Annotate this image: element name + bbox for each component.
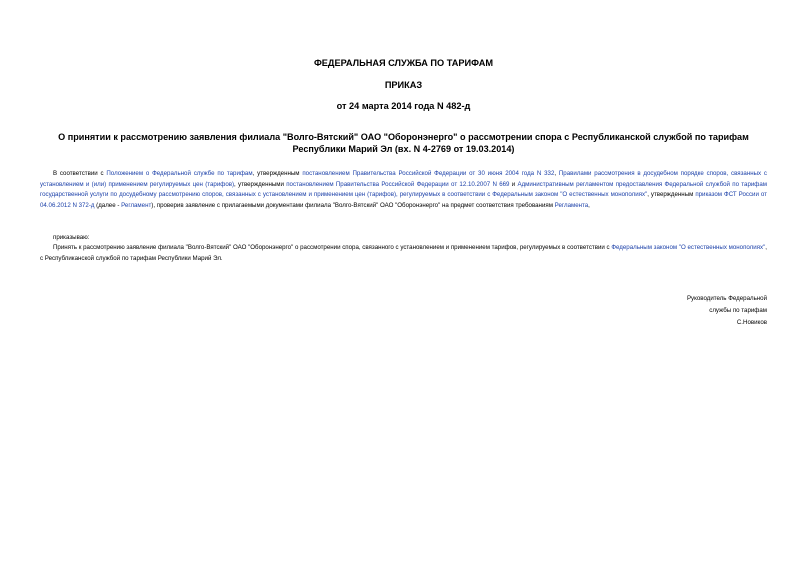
paragraph-text: ), проверив заявление с прилагаемыми документами филиала "Волго-Вятский" ОАО "Оборонэнерго" на предмет соответствия требованиям: [151, 201, 555, 209]
signature-agency: службы по тарифам: [709, 307, 767, 314]
agency-name: ФЕДЕРАЛЬНАЯ СЛУЖБА ПО ТАРИФАМ: [313, 58, 494, 68]
decree-paragraph: [40, 243, 767, 264]
paragraph-text: Принять к рассмотрению заявление филиала "Волго-Вятский" ОАО "Оборонэнерго" о рассмотрении спора, связанного с установлением и применением тарифов, регулируемых в соответствии с: [53, 244, 612, 251]
paragraph-text: , утвержденным: [252, 170, 303, 177]
document-link[interactable]: Положением о Федеральной службе по тарифам: [106, 170, 253, 177]
decree-word: приказываю:: [53, 234, 90, 241]
document-link[interactable]: Регламента: [554, 201, 589, 209]
order-date: от 24 марта 2014 года N 482-д: [336, 101, 471, 111]
order-type: ПРИКАЗ: [384, 80, 423, 90]
paragraph-text: В соответствии с: [53, 170, 107, 177]
paragraph-text: , с Республиканской службой по тарифам Республики Марий Эл.: [40, 244, 767, 262]
document-title: О принятии к рассмотрению заявления филиала "Волго-Вятский" ОАО "Оборонэнерго" о рассмотрении спора с Республиканской службой по тарифам Республики Марий Эл (вх. N 4-2769 от 19.03.2014): [58, 132, 749, 154]
paragraph-text: , утвержденными: [234, 180, 287, 188]
document-link[interactable]: Административным регламентом предоставления Федеральной службой по тарифам государственной услуги по досудебному рассмотрению споров, связанных с установлением и применением цен (тарифов), регулируемых в соответствии с Федеральным законом "О естественных монополиях": [40, 180, 767, 199]
document-link[interactable]: Правилами рассмотрения в досудебном порядке споров, связанных с установлением и (или) применением регулируемых цен (тарифов): [40, 170, 767, 188]
paragraph-text: ,: [588, 201, 590, 209]
document-link[interactable]: Регламент: [121, 201, 152, 209]
preamble-paragraph: [40, 169, 767, 211]
signature-name: С.Новиков: [736, 319, 767, 326]
paragraph-text: и: [509, 180, 518, 188]
document-link[interactable]: приказом ФСТ России от 04.06.2012 N 372-д: [40, 191, 767, 209]
paragraph-text: (далее -: [94, 201, 122, 209]
document-link[interactable]: Федеральным законом "О естественных монополиях": [611, 244, 766, 251]
paragraph-text: , утвержденным: [647, 191, 696, 199]
document-link[interactable]: постановлением Правительства Российской Федерации от 12.10.2007 N 669: [286, 180, 510, 188]
paragraph-text: ,: [554, 170, 559, 177]
document-link[interactable]: постановлением Правительства Российской Федерации от 30 июня 2004 года N 332: [302, 170, 555, 177]
signature-position: Руководитель Федеральной: [686, 295, 767, 302]
